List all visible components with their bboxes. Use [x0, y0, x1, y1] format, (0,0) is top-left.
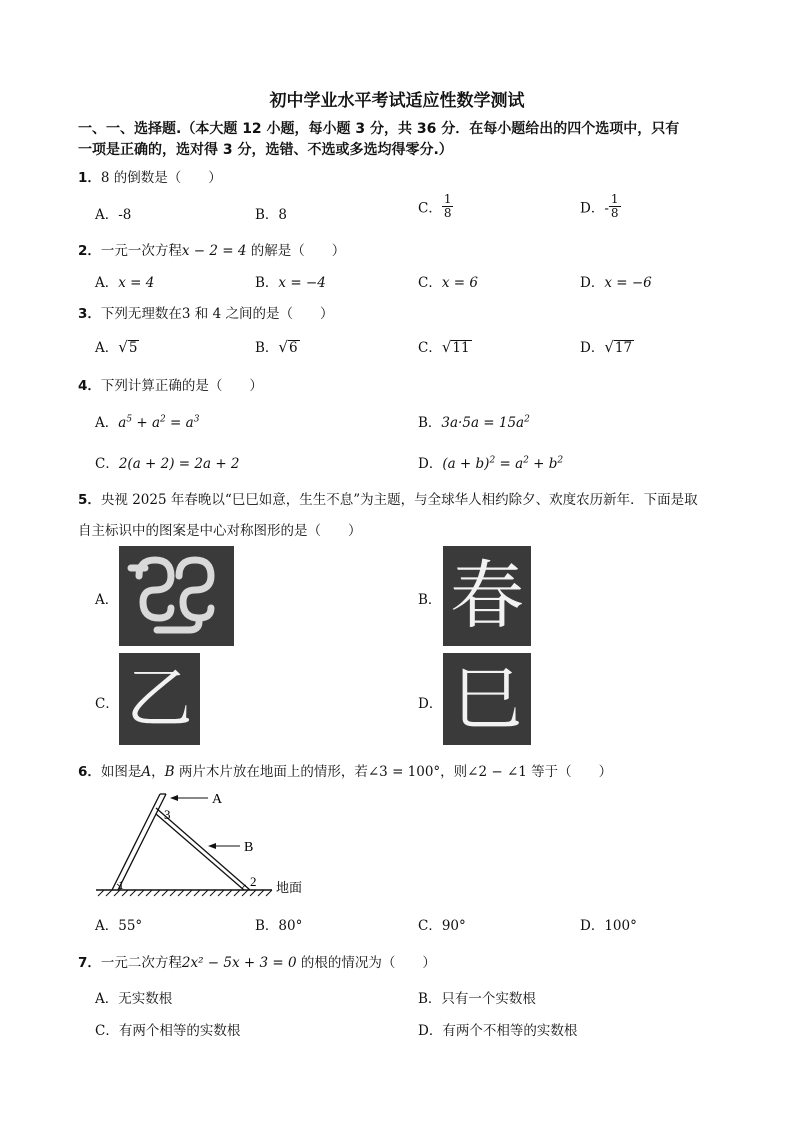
q1-option-d: D．- $\frac{1}{8}$: [580, 192, 619, 220]
question-5-line1: 5．央视 2025 年春晚以“巳巳如意，生生不息”为主题，与全球华人相约除夕、欢度农历新年．下面是取: [78, 492, 698, 508]
q7-option-a: A．无实数根: [95, 991, 173, 1007]
wooden-boards-diagram: [90, 786, 320, 900]
q6-option-b: B．80°: [255, 918, 303, 934]
q5-option-a-label: A．: [95, 592, 119, 608]
q2-option-c: C．x = 6: [418, 275, 478, 291]
q5-option-b-image: [443, 546, 531, 646]
q1-option-b: B．8: [255, 207, 288, 223]
q5-option-d-label: D．: [418, 696, 443, 712]
label-a: A: [212, 792, 223, 807]
si-character: 巳: [452, 658, 522, 740]
equation: x − 2 = 4: [181, 243, 247, 259]
question-6: 6．如图是A，B 两片木片放在地面上的情形，若∠3 = 100°，则∠2 − ∠1 等于（ ）: [78, 764, 613, 780]
q5-option-a-image: [119, 546, 234, 646]
question-7: 7．一元二次方程2x² − 5x + 3 = 0 的根的情况为（ ）: [78, 955, 436, 971]
question-text: 8 的倒数是（ ）: [100, 170, 222, 186]
angle-2-label: 2: [250, 874, 257, 889]
q2-option-a: A．x = 4: [95, 275, 155, 291]
ground-label: 地面: [276, 881, 303, 896]
angle-3-label: 3: [164, 807, 171, 822]
q6-option-d: D．100°: [580, 918, 637, 934]
q5-option-c-image: [119, 653, 200, 745]
question-3: 3．下列无理数在3 和 4 之间的是（ ）: [78, 306, 334, 322]
q3-option-c: C．√11: [418, 338, 470, 356]
question-4: 4．下列计算正确的是（ ）: [78, 378, 263, 394]
fraction: $\frac{1}{8}$: [610, 192, 619, 220]
q3-option-d: D．√17: [580, 338, 633, 356]
q1-option-a: A．-8: [95, 207, 132, 223]
q1-option-c: C． $\frac{1}{8}$: [418, 192, 452, 220]
section-instructions-line1: 一、一、选择题.（本大题 12 小题，每小题 3 分，共 36 分．在每小题给出的四个选项中，只有: [78, 121, 680, 137]
label-b: B: [244, 840, 254, 855]
q7-option-b: B．只有一个实数根: [418, 991, 536, 1007]
q2-option-b: B．x = −4: [255, 275, 326, 291]
q7-option-d: D．有两个不相等的实数根: [418, 1023, 578, 1039]
angle-1-label: 1: [118, 878, 124, 892]
ruyi-pattern-icon: [119, 546, 234, 646]
chun-character: 春: [450, 553, 524, 639]
q4-option-d: D．$(a + b)^2 = a^2 + b^2$: [418, 455, 564, 472]
q7-option-c: C．有两个相等的实数根: [95, 1023, 241, 1039]
question-number: 1．: [78, 170, 101, 186]
q5-option-d-image: [443, 653, 531, 745]
q4-option-a: A．$a^5 + a^2 = a^3$: [95, 414, 200, 431]
question-5-line2: 自主标识中的图案是中心对称图形的是（ ）: [78, 523, 362, 539]
section-instructions-line2: 一项是正确的，选对得 3 分，选错、不选或多选均得零分.）: [78, 142, 453, 158]
q4-option-b: B．$3a\cdot 5a = 15a^2$: [418, 414, 530, 431]
q4-option-c: C．2(a + 2) = 2a + 2: [95, 456, 240, 472]
yi-character: 乙: [126, 660, 193, 737]
equation: 2x² − 5x + 3 = 0: [181, 955, 297, 971]
page-title: 初中学业水平考试适应性数学测试: [269, 91, 525, 111]
q6-option-a: A．55°: [95, 918, 143, 934]
q5-option-b-label: B．: [418, 592, 442, 608]
question-2: 2．一元一次方程x − 2 = 4 的解是（ ）: [78, 243, 346, 259]
q3-option-a: A．√5: [95, 338, 138, 356]
question-1: [78, 166, 222, 186]
q6-option-c: C．90°: [418, 918, 466, 934]
fraction: $\frac{1}{8}$: [443, 192, 452, 220]
q5-option-c-label: C．: [95, 696, 119, 712]
q3-option-b: B．√6: [255, 338, 298, 356]
q2-option-d: D．x = −6: [580, 275, 652, 291]
q6-figure: [90, 786, 320, 900]
